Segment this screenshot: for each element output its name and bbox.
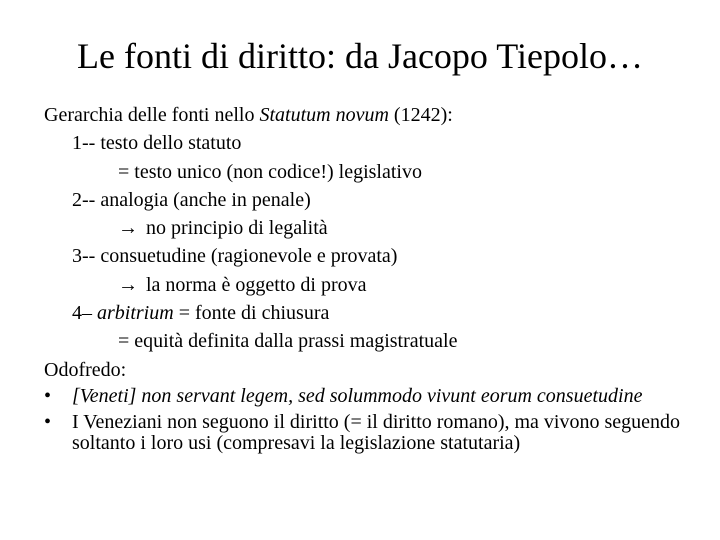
intro-italic-title: Statutum novum bbox=[259, 104, 389, 126]
bullet-1-text: [Veneti] non servant legem, sed solummodo vivunt eorum consuetudine bbox=[72, 384, 643, 407]
item-3-detail: la norma è oggetto di prova bbox=[146, 273, 367, 296]
intro-line bbox=[44, 101, 704, 129]
item-4-label bbox=[44, 299, 704, 327]
slide-title: Le fonti di diritto: da Jacopo Tiepolo… bbox=[77, 36, 643, 76]
item-4-detail: = equità definita dalla prassi magistratuale bbox=[118, 330, 458, 353]
right-arrow-icon: → bbox=[118, 217, 138, 240]
bullet-item-2 bbox=[44, 412, 704, 454]
bullet-item-1 bbox=[44, 386, 704, 407]
item-4-suffix: = fonte di chiusura bbox=[173, 302, 330, 325]
item-2-detail-line bbox=[44, 214, 704, 242]
item-1-label: 1-- testo dello statuto bbox=[72, 132, 242, 155]
bullet-icon: • bbox=[44, 384, 52, 407]
bullet-2-text: I Veneziani non seguono il diritto (= il diritto romano), ma vivono seguendo soltanto i loro usi (compresavi la legislazione statutaria) bbox=[72, 410, 681, 454]
intro-text-before: Gerarchia delle fonti nello bbox=[44, 104, 260, 126]
item-1-detail: = testo unico (non codice!) legislativo bbox=[118, 160, 422, 183]
item-2-detail: no principio di legalità bbox=[146, 217, 328, 240]
right-arrow-icon: → bbox=[118, 273, 138, 296]
slide-content bbox=[44, 101, 704, 459]
item-2-label: 2-- analogia (anche in penale) bbox=[72, 188, 311, 211]
intro-text-after: (1242): bbox=[388, 104, 453, 126]
item-3-detail-line bbox=[44, 271, 704, 299]
bullet-icon: • bbox=[44, 410, 52, 433]
item-3-label: 3-- consuetudine (ragionevole e provata) bbox=[72, 245, 398, 268]
item-4-prefix: 4– bbox=[72, 302, 97, 325]
item-4-italic-term: arbitrium bbox=[97, 302, 174, 325]
source-label: Odofredo: bbox=[44, 358, 127, 381]
